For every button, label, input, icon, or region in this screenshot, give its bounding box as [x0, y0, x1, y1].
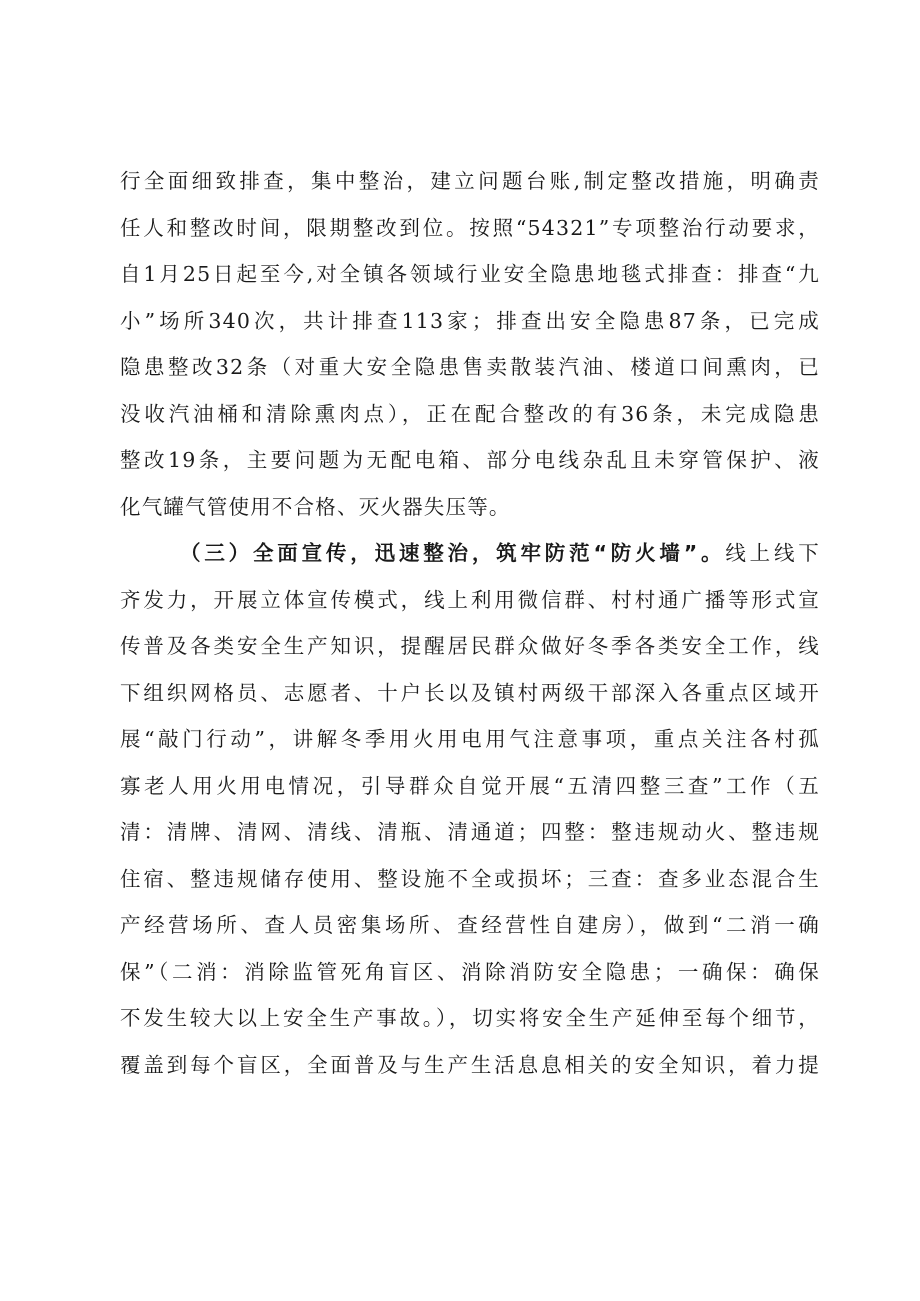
text-line: 化气罐气管使用不合格、灭火器失压等。 [120, 494, 511, 519]
text-line: 住宿、整违规储存使用、整设施不全或损坏；三查：查多业态混合生 [120, 866, 820, 891]
text-line: 自1月25日起至今,对全镇各领域行业安全隐患地毯式排查：排查“九 [120, 262, 820, 286]
text-line: 覆盖到每个盲区，全面普及与生产生活息息相关的安全知识，着力提 [120, 1052, 820, 1077]
text-line: 寡老人用火用电情况，引导群众自觉开展“五清四整三查”工作（五 [120, 773, 820, 798]
text-line: 保”（二消：消除监管死角盲区、消除消防安全隐患；一确保：确保 [120, 959, 820, 984]
text-line: 齐发力，开展立体宣传模式，线上利用微信群、村村通广播等形式宣 [120, 587, 820, 612]
text-line: 整改19条，主要问题为无配电箱、部分电线杂乱且未穿管保护、液 [120, 448, 820, 472]
text-line: 展“敲门行动”，讲解冬季用火用电用气注意事项，重点关注各村孤 [120, 727, 820, 751]
text-line: 传普及各类安全生产知识，提醒居民群众做好冬季各类安全工作，线 [120, 634, 820, 658]
text-line: 任人和整改时间，限期整改到位。按照“54321”专项整治行动要求， [120, 215, 820, 240]
heading-line-rest: 线上线下 [725, 541, 820, 565]
text-line: 没收汽油桶和清除熏肉点），正在配合整改的有36条，未完成隐患 [120, 401, 820, 426]
text-line: 不发生较大以上安全生产事故。），切实将安全生产延伸至每个细节， [120, 1006, 820, 1030]
text-line: 下组织网格员、志愿者、十户长以及镇村两级干部深入各重点区域开 [120, 680, 820, 705]
text-line: 隐患整改32条（对重大安全隐患售卖散装汽油、楼道口间熏肉，已 [120, 355, 820, 379]
text-line: 行全面细致排查，集中整治，建立问题台账,制定整改措施，明确责 [120, 169, 820, 193]
text-line: 小”场所340次，共计排查113家；排查出安全隐患87条，已完成 [120, 308, 820, 333]
text-line: 清：清牌、清网、清线、清瓶、清通道；四整：整违规动火、整违规 [120, 820, 820, 844]
text-line: 产经营场所、查人员密集场所、查经营性自建房），做到“二消一确 [120, 913, 820, 937]
body-text [120, 158, 820, 1088]
section-heading: （三）全面宣传，迅速整治，筑牢防范“防火墙”。 [180, 541, 726, 565]
section-heading-line [120, 530, 820, 577]
